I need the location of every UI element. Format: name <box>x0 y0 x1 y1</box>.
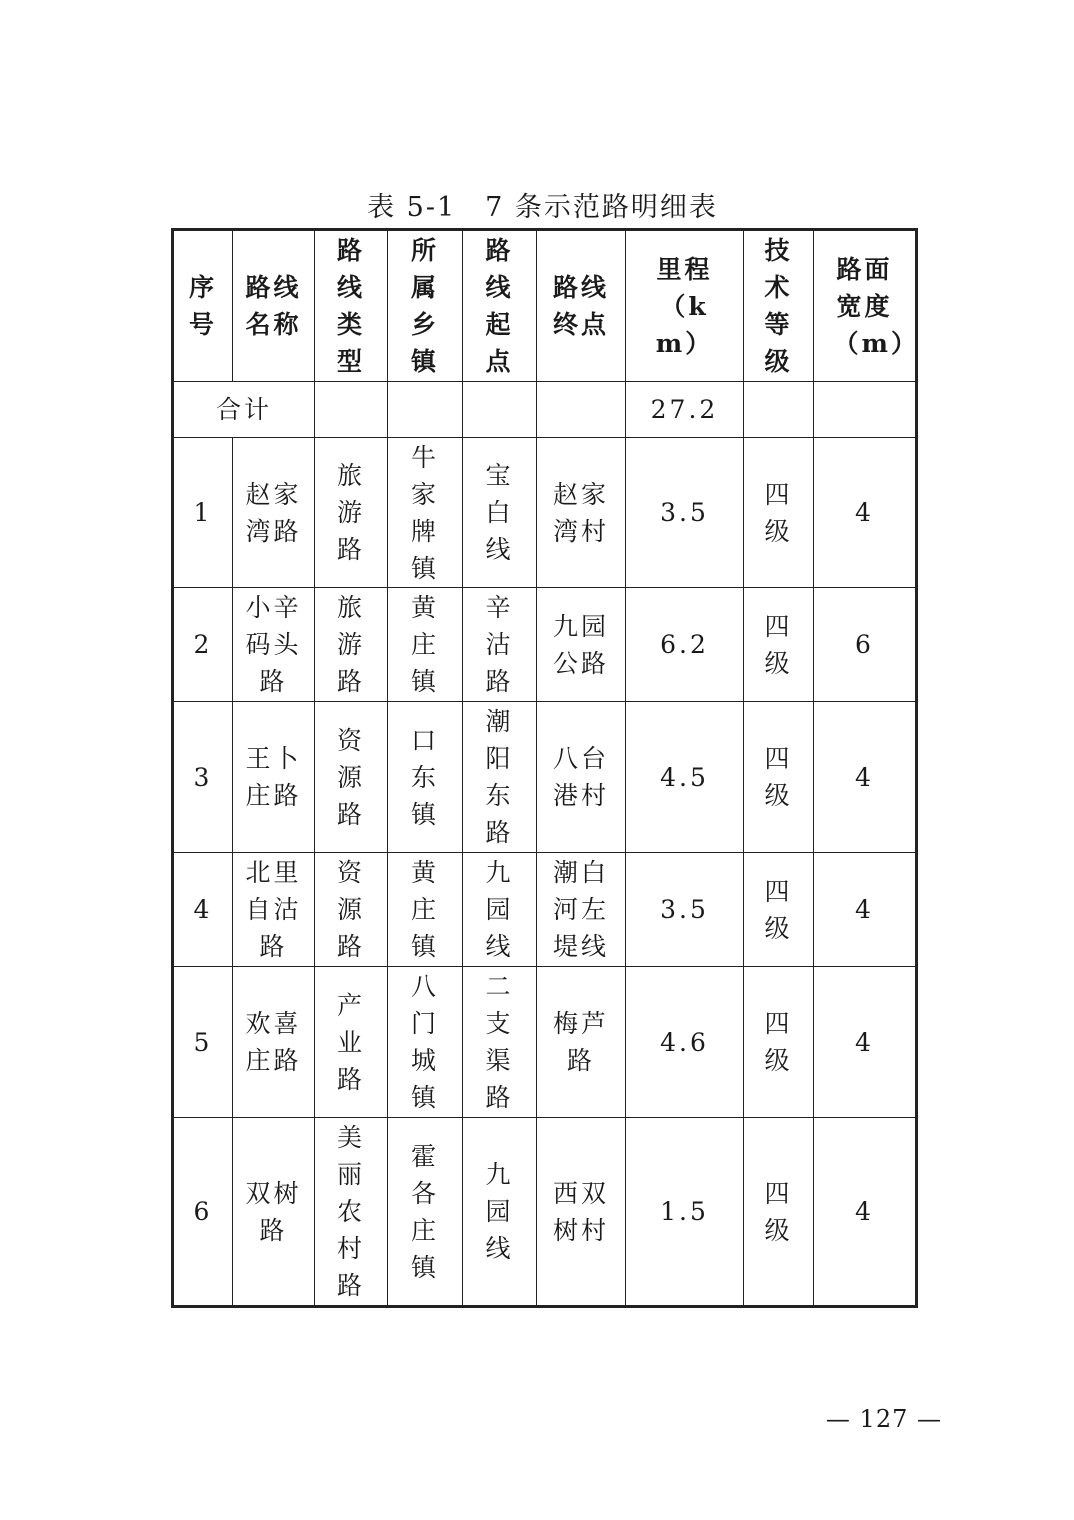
table-cell: 6 <box>173 1118 233 1307</box>
header-end <box>537 230 626 382</box>
cell-text: 潮白河左堤线 <box>552 858 609 961</box>
cell-text: 口东镇 <box>411 725 440 829</box>
cell-text: 潮阳东路 <box>485 707 514 847</box>
table-cell <box>744 588 814 702</box>
cell-text: 路线终点 <box>552 273 609 339</box>
cell-text: 美丽农村路 <box>337 1123 366 1300</box>
table-cell <box>537 967 626 1118</box>
cell-text: 四级 <box>764 744 793 810</box>
table-cell <box>463 967 537 1118</box>
cell-text: 北里自沽路 <box>245 858 302 961</box>
header-town <box>388 230 463 382</box>
table-cell <box>315 1118 388 1307</box>
table-cell <box>744 853 814 967</box>
cell-text: 二支渠路 <box>485 972 514 1112</box>
header-width <box>814 230 917 382</box>
table-cell: 4 <box>173 853 233 967</box>
cell-text: 四级 <box>764 1178 793 1245</box>
cell-text: 九园线 <box>485 858 514 961</box>
table-cell <box>315 853 388 967</box>
cell-text: 梅芦路 <box>552 1009 609 1075</box>
table-cell <box>233 588 315 702</box>
table-cell <box>315 702 388 853</box>
cell-text: 旅游路 <box>337 593 366 696</box>
table-cell <box>388 702 463 853</box>
table-cell <box>233 967 315 1118</box>
cell-text: 路线类型 <box>337 236 366 376</box>
cell-text: 四级 <box>764 611 793 678</box>
cell-text: 西双树村 <box>552 1178 609 1245</box>
table-cell <box>315 438 388 588</box>
cell-text: 九园公路 <box>552 611 609 678</box>
cell-text: 八台港村 <box>552 744 609 810</box>
table-cell: 3 <box>173 702 233 853</box>
table-cell <box>537 1118 626 1307</box>
cell-text: 辛沽路 <box>485 593 514 696</box>
cell-text: 霍各庄镇 <box>411 1141 440 1282</box>
cell-text: 资源路 <box>337 858 366 961</box>
table-caption: 表 5-1 7 条示范路明细表 <box>367 192 718 223</box>
table-cell <box>744 438 814 588</box>
table-row <box>173 702 917 853</box>
table-cell <box>744 967 814 1118</box>
cell-text: 所属乡镇 <box>411 236 440 376</box>
table-cell: 3.5 <box>626 438 744 588</box>
table-cell: 2 <box>173 588 233 702</box>
table-cell <box>537 588 626 702</box>
table-row <box>173 588 917 702</box>
table-cell <box>463 588 537 702</box>
table-cell <box>537 438 626 588</box>
total-label: 合计 <box>173 382 315 438</box>
cell-text: 黄庄镇 <box>411 858 440 961</box>
cell-text: 九园线 <box>485 1160 514 1263</box>
table-cell <box>315 967 388 1118</box>
cell-text: 路线起点 <box>485 236 514 376</box>
table-cell <box>463 702 537 853</box>
cell-text: 里程（km） <box>655 254 714 358</box>
cell-text: 王卜庄路 <box>245 744 302 810</box>
table-cell <box>315 588 388 702</box>
header-row <box>173 230 917 382</box>
cell-text: 小辛码头路 <box>245 593 302 696</box>
cell-text: 八门城镇 <box>411 972 440 1112</box>
cell-text: 技术等级 <box>764 236 793 376</box>
table-cell: 3.5 <box>626 853 744 967</box>
header-mileage <box>626 230 744 382</box>
table-cell <box>388 1118 463 1307</box>
cell-text: 四级 <box>764 1009 793 1075</box>
total-row <box>173 382 917 438</box>
table-cell: 4.6 <box>626 967 744 1118</box>
cell-text: 双树路 <box>245 1178 302 1245</box>
table-cell <box>744 702 814 853</box>
table-cell <box>537 702 626 853</box>
cell-text: 牛家牌镇 <box>411 442 440 583</box>
table-cell: 4 <box>814 702 917 853</box>
cell-text: 资源路 <box>337 725 366 829</box>
header-type <box>315 230 388 382</box>
table-cell: 4 <box>814 1118 917 1307</box>
page-number: — 127 — <box>825 1405 942 1433</box>
cell-text: 四级 <box>764 876 793 943</box>
table-cell: 5 <box>173 967 233 1118</box>
table-row <box>173 853 917 967</box>
cell-text: 黄庄镇 <box>411 593 440 696</box>
cell-text: 旅游路 <box>337 461 366 564</box>
table-cell: 4.5 <box>626 702 744 853</box>
table-cell <box>233 702 315 853</box>
table-cell: 4 <box>814 438 917 588</box>
table-cell: 1 <box>173 438 233 588</box>
table-cell: 4 <box>814 853 917 967</box>
table-cell <box>388 438 463 588</box>
table-row <box>173 438 917 588</box>
table-cell: 4 <box>814 967 917 1118</box>
table-cell: 6 <box>814 588 917 702</box>
table-cell <box>463 1118 537 1307</box>
table-cell <box>463 853 537 967</box>
table-cell <box>233 853 315 967</box>
cell-text: 赵家湾路 <box>245 479 302 546</box>
header-name <box>233 230 315 382</box>
header-seq <box>173 230 233 382</box>
table-row <box>173 967 917 1118</box>
cell-text: 路线名称 <box>245 273 302 339</box>
table-cell: 1.5 <box>626 1118 744 1307</box>
cell-text: 产业路 <box>337 990 366 1094</box>
cell-text: 赵家湾村 <box>552 479 609 546</box>
cell-text: 路面宽度（m） <box>833 254 919 358</box>
table-cell <box>388 967 463 1118</box>
table-row <box>173 1118 917 1307</box>
table-cell <box>744 1118 814 1307</box>
cell-text: 欢喜庄路 <box>245 1009 302 1075</box>
table-cell <box>233 438 315 588</box>
table-cell: 6.2 <box>626 588 744 702</box>
total-mileage: 27.2 <box>626 382 744 438</box>
cell-text: 序号 <box>189 273 218 339</box>
cell-text: 宝白线 <box>485 461 514 564</box>
header-grade <box>744 230 814 382</box>
table-cell <box>388 853 463 967</box>
table-cell <box>537 853 626 967</box>
cell-text: 四级 <box>764 479 793 546</box>
road-detail-table <box>171 228 918 1308</box>
table-cell <box>233 1118 315 1307</box>
table-cell <box>463 438 537 588</box>
header-start <box>463 230 537 382</box>
table-cell <box>388 588 463 702</box>
